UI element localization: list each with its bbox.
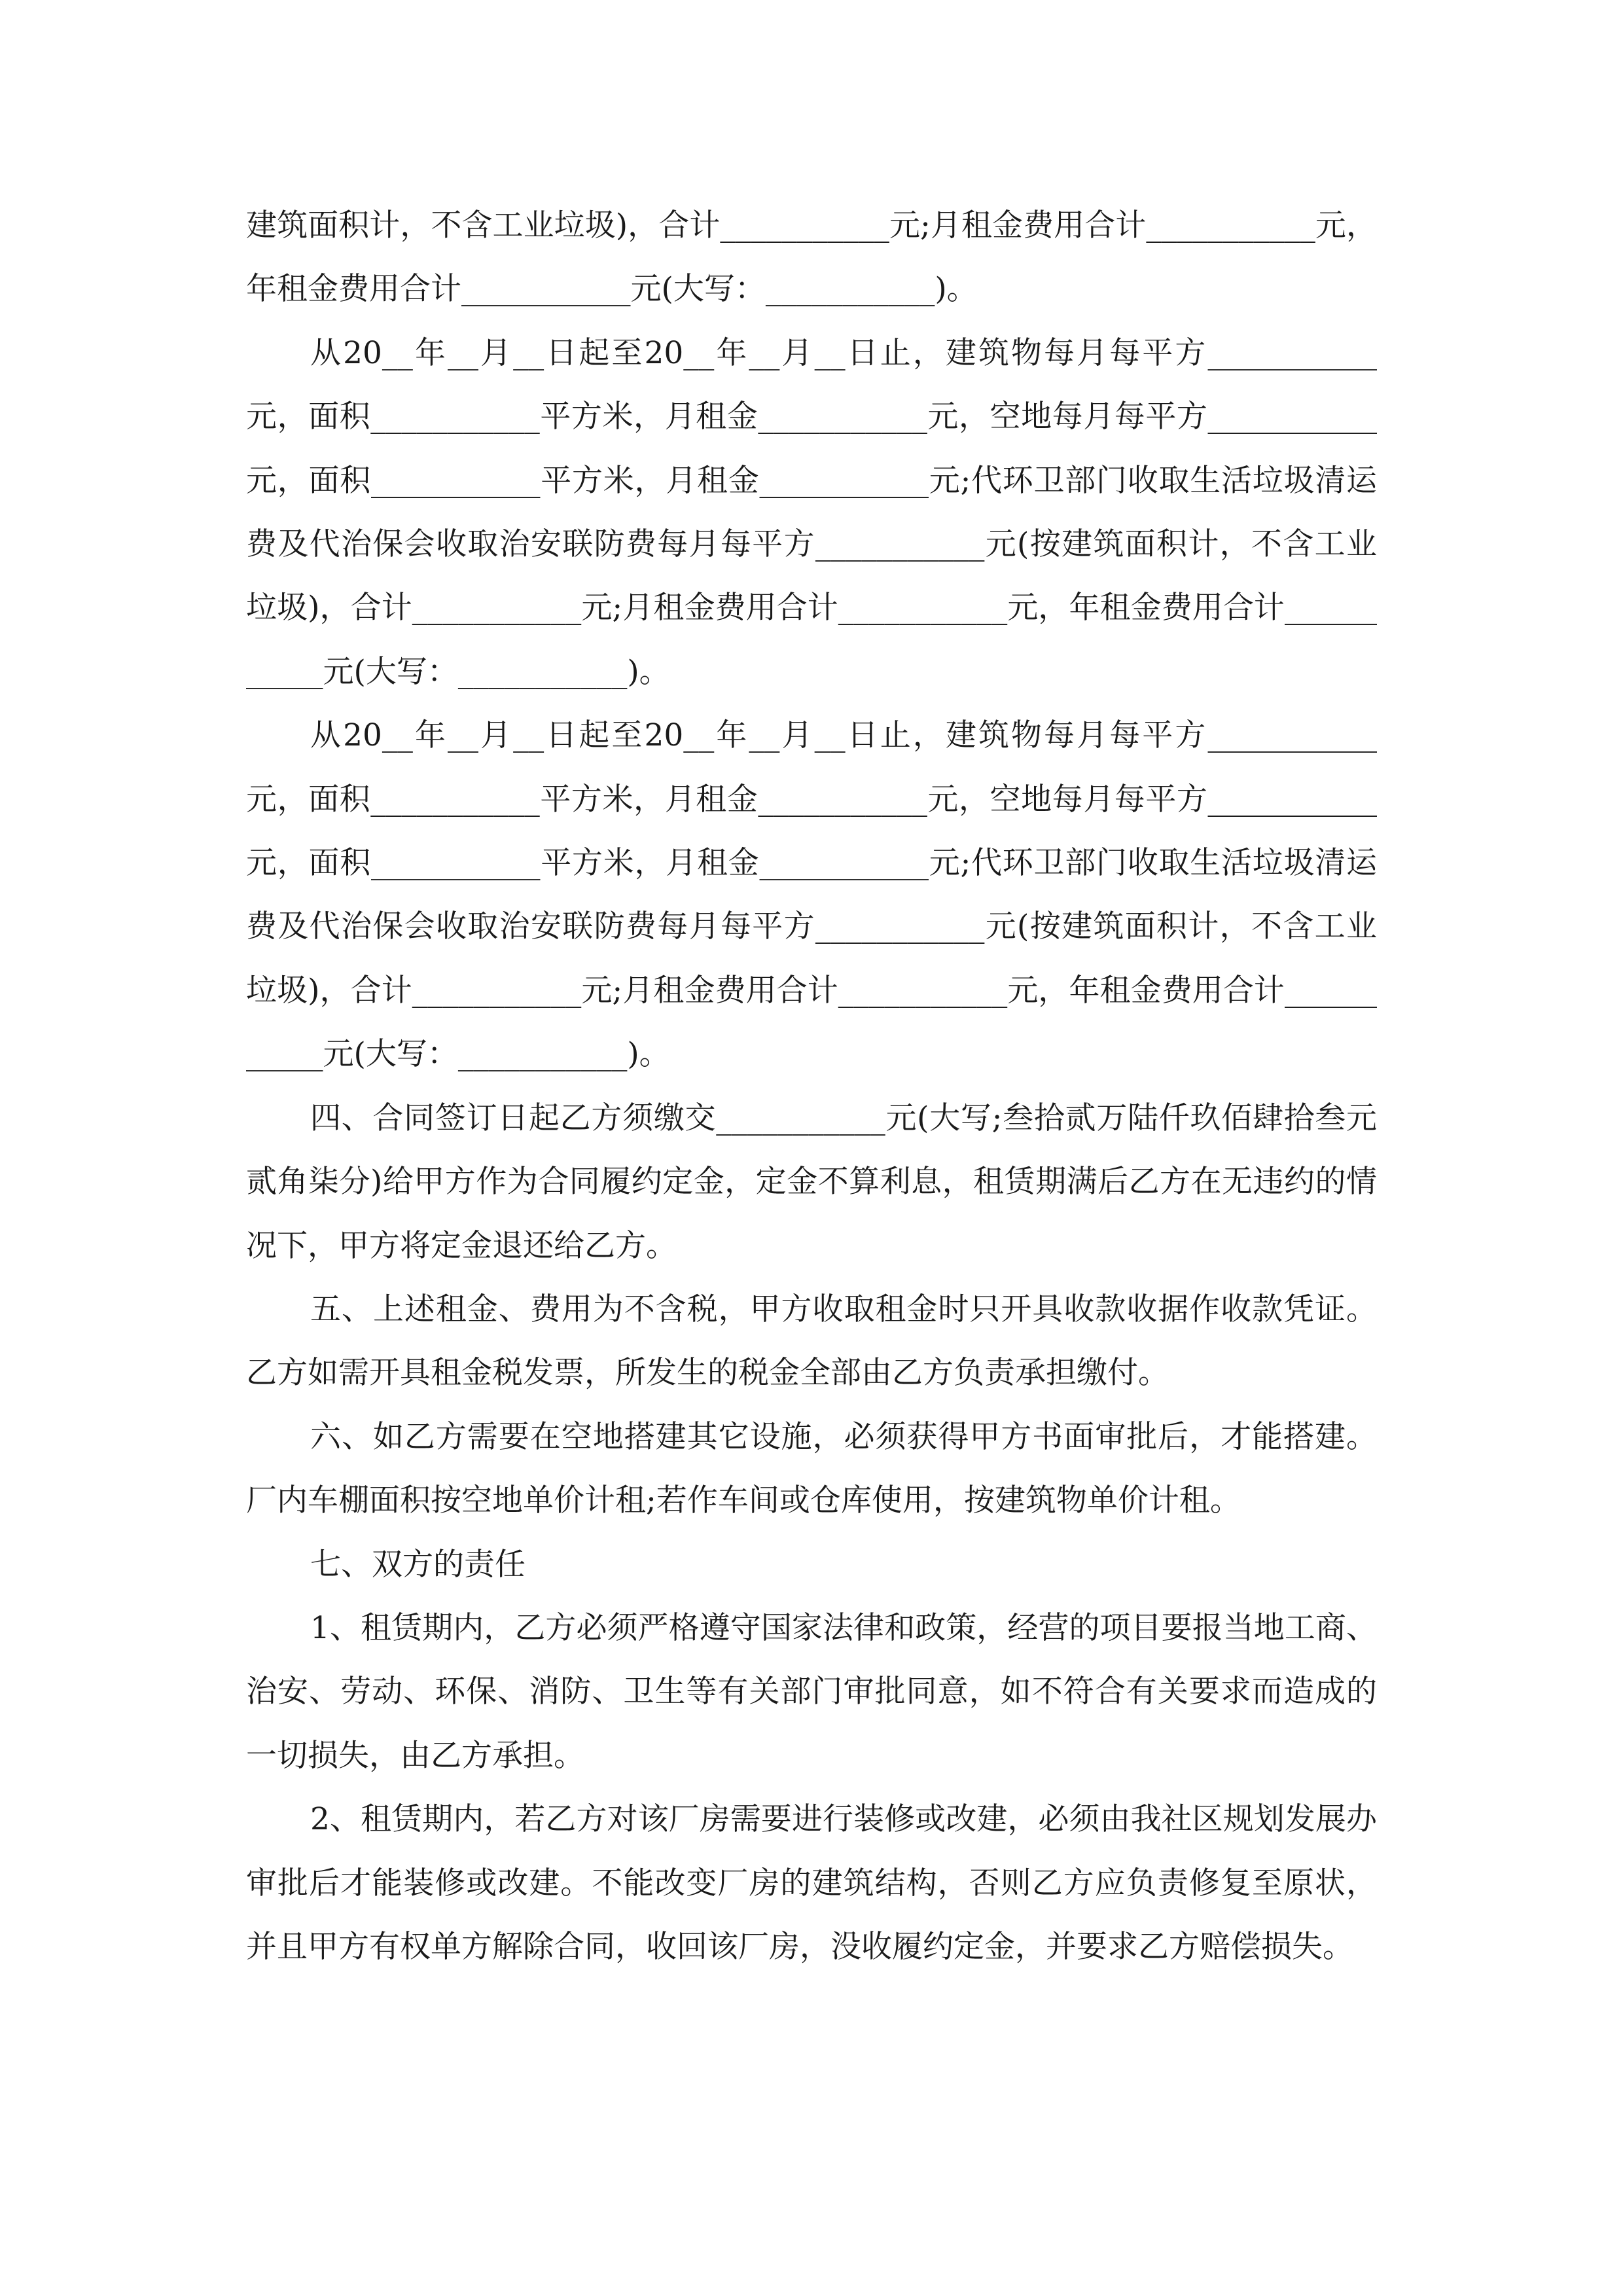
paragraph-rent-period-1: 从20__年__月__日起至20__年__月__日止，建筑物每月每平方___________元，面积___________平方米，月租金___________元，空地每月每平方___________元，面积___________平方米，月租金___________元;代环卫部门收取生活垃圾清运费及代治保会收取治安联防费每月每平方___________元(按建筑面积计，不含工业垃圾)，合计___________元;月租金费用合计___________元，年租金费用合计___________元(大写：___________)。 (246, 334, 1377, 690)
paragraph-responsibility-1: 1、租赁期内，乙方必须严格遵守国家法律和政策，经营的项目要报当地工商、治安、劳动、环保、消防、卫生等有关部门审批同意，如不符合有关要求而造成的一切损失，由乙方承担。 (246, 1609, 1377, 1774)
section-heading-responsibilities: 七、双方的责任 (310, 1546, 526, 1583)
paragraph-responsibility-2: 2、租赁期内，若乙方对该厂房需要进行装修或改建，必须由我社区规划发展办审批后才能装修或改建。不能改变厂房的建筑结构，否则乙方应负责修复至原状，并且甲方有权单方解除合同，收回该厂房，没收履约定金，并要求乙方赔偿损失。 (246, 1801, 1377, 1965)
paragraph-deposit: 四、合同签订日起乙方须缴交___________元(大写;叁拾贰万陆仟玖佰肆拾叁元贰角柒分)给甲方作为合同履约定金，定金不算利息，租赁期满后乙方在无违约的情况下，甲方将定金退还给乙方。 (246, 1100, 1377, 1264)
paragraph-rent-period-2: 从20__年__月__日起至20__年__月__日止，建筑物每月每平方___________元，面积___________平方米，月租金___________元，空地每月每平方___________元，面积___________平方米，月租金___________元;代环卫部门收取生活垃圾清运费及代治保会收取治安联防费每月每平方___________元(按建筑面积计，不含工业垃圾)，合计___________元;月租金费用合计___________元，年租金费用合计___________元(大写：___________)。 (246, 717, 1377, 1073)
paragraph-rent-continued: 建筑面积计，不含工业垃圾)，合计___________元;月租金费用合计___________元，年租金费用合计___________元(大写：___________)。 (246, 207, 1377, 308)
paragraph-tax: 五、上述租金、费用为不含税，甲方收取租金时只开具收款收据作收款凭证。乙方如需开具租金税发票，所发生的税金全部由乙方负责承担缴付。 (246, 1291, 1377, 1391)
contract-body (246, 194, 1377, 1979)
paragraph-construction: 六、如乙方需要在空地搭建其它设施，必须获得甲方书面审批后，才能搭建。厂内车棚面积按空地单价计租;若作车间或仓库使用，按建筑物单价计租。 (246, 1418, 1377, 1519)
